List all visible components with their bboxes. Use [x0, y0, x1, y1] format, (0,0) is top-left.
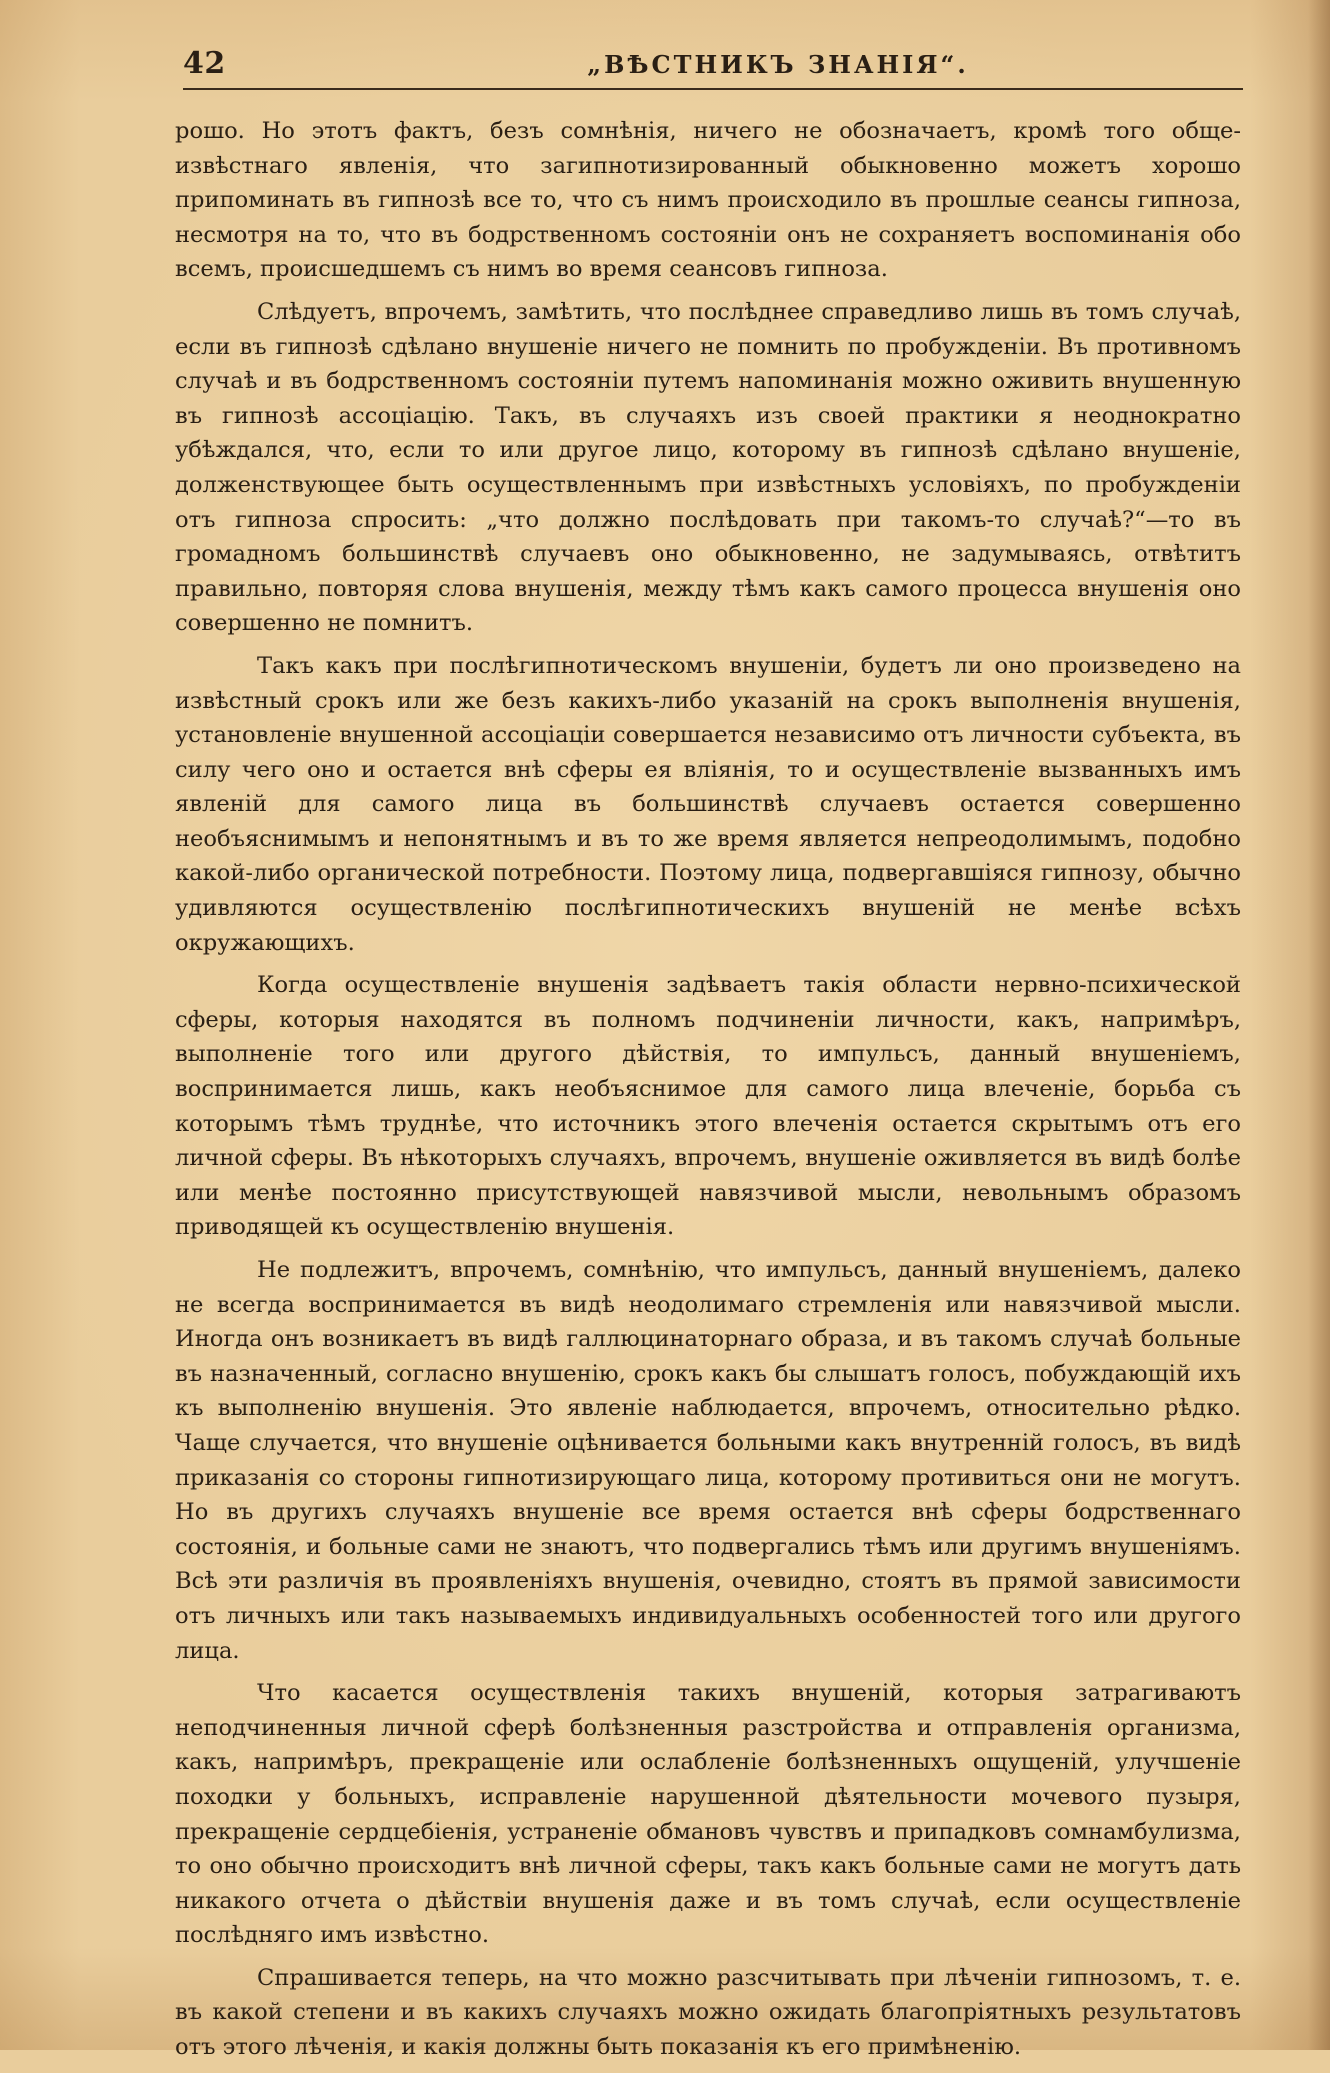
paragraph-continued: рошо. Но этотъ фактъ, безъ сомнѣнія, ничего не обозначаетъ, кромѣ того обще-извѣстнаго явленія, что загипнотизированный обыкновенно можетъ хорошо припоминать въ гипнозѣ все то, что съ нимъ происходило въ прошлые сеансы гипноза, несмотря на то, что въ бодрственномъ состояніи онъ не сохраняетъ воспоминанія обо всемъ, происшедшемъ съ нимъ во время сеансовъ гипноза. [175, 118, 1241, 283]
paragraph: Что касается осуществленія такихъ внушеній, которыя затрагиваютъ неподчиненныя личной сферѣ болѣзненныя разстройства и отправленія организма, какъ, напримѣръ, прекращеніе или ослабленіе болѣзненныхъ ощущеній, улучшеніе походки у больныхъ, исправленіе нарушенной дѣятельности мочевого пузыря, прекращеніе сердцебіенія, устраненіе обмановъ чувствъ и припадковъ сомнамбулизма, то оно обычно происходитъ внѣ личной сферы, такъ какъ больные сами не могутъ дать никакого отчета о дѣйствіи внушенія даже и въ томъ случаѣ, если осуществленіе послѣдняго имъ извѣстно. [175, 1680, 1241, 1949]
paragraph: Не подлежитъ, впрочемъ, сомнѣнію, что импульсъ, данный внушеніемъ, далеко не всегда воспринимается въ видѣ неодолимаго стремленія или навязчивой мысли. Иногда онъ возникаетъ въ видѣ галлюцинаторнаго образа, и въ такомъ случаѣ больные въ назначенный, согласно внушенію, срокъ какъ бы слышатъ голосъ, побуждающій ихъ къ выполненію внушенія. Это явленіе наблюдается, впрочемъ, относительно рѣдко. Чаще случается, что внушеніе оцѣнивается больными какъ внутренній голосъ, въ видѣ приказанія со стороны гипнотизирующаго лица, которому противиться они не могутъ. Но въ другихъ случаяхъ внушеніе все время остается внѣ сферы бодрственнаго состоянія, и больные сами не знаютъ, что подвергались тѣмъ или другимъ внушеніямъ. Всѣ эти различія въ проявленіяхъ внушенія, очевидно, стоятъ въ прямой зависимости отъ личныхъ или такъ называемыхъ индивидуальныхъ особенностей того или другого лица. [175, 1257, 1241, 1664]
paragraph: Такъ какъ при послѣгипнотическомъ внушеніи, будетъ ли оно произведено на извѣстный срокъ или же безъ какихъ-либо указаній на срокъ выполненія внушенія, установленіе внушенной ассоціаціи совершается независимо отъ личности субъекта, въ силу чего оно и остается внѣ сферы ея вліянія, то и осуществленіе вызванныхъ имъ явленій для самого лица въ большинствѣ случаевъ остается совершенно необъяснимымъ и непонятнымъ и въ то же время является непреодолимымъ, подобно какой-либо органической потребности. Поэтому лица, подвергавшіяся гипнозу, обычно удивляются осуществленію послѣгипнотическихъ внушеній не менѣе всѣхъ окружающихъ. [175, 652, 1241, 956]
header-rule [183, 88, 1243, 90]
paragraph: Спрашивается теперь, на что можно разсчитывать при лѣченіи гипнозомъ, т. е. въ какой степени и въ какихъ случаяхъ можно ожидать благопріятныхъ результатовъ отъ этого лѣченія, и какія должны быть показанія къ его примѣненію. [175, 1964, 1241, 2061]
page-edge-shadow [1308, 0, 1330, 2050]
running-title: „ВѢСТНИКЪ ЗНАНІЯ“. [587, 50, 969, 79]
page-header [183, 40, 1243, 90]
paragraph: Когда осуществленіе внушенія задѣваетъ такія области нервно-психической сферы, которыя находятся въ полномъ подчиненіи личности, какъ, напримѣръ, выполненіе того или другого дѣйствія, то импульсъ, данный внушеніемъ, воспринимается лишь, какъ необъяснимое для самого лица влеченіе, борьба съ которымъ тѣмъ труднѣе, что источникъ этого влеченія остается скрытымъ отъ его личной сферы. Въ нѣкоторыхъ случаяхъ, впрочемъ, внушеніе оживляется въ видѣ болѣе или менѣе постоянно присутствующей навязчивой мысли, невольнымъ образомъ приводящей къ осуществленію внушенія. [175, 972, 1241, 1241]
paragraph: Слѣдуетъ, впрочемъ, замѣтить, что послѣднее справедливо лишь въ томъ случаѣ, если въ гипнозѣ сдѣлано внушеніе ничего не помнить по пробужденіи. Въ противномъ случаѣ и въ бодрственномъ состояніи путемъ напоминанія можно оживить внушенную въ гипнозѣ ассоціацію. Такъ, въ случаяхъ изъ своей практики я неоднократно убѣждался, что, если то или другое лицо, которому въ гипнозѣ сдѣлано внушеніе, долженствующее быть осуществленнымъ при извѣстныхъ условіяхъ, по пробужденіи отъ гипноза спросить: „что должно послѣдовать при такомъ-то случаѣ?“—то въ громадномъ большинствѣ случаевъ оно обыкновенно, не задумываясь, отвѣтитъ правильно, повторяя слова внушенія, между тѣмъ какъ самого процесса внушенія оно совершенно не помнитъ. [175, 298, 1241, 637]
page-number: 42 [183, 46, 226, 81]
body-text [175, 114, 1241, 2073]
